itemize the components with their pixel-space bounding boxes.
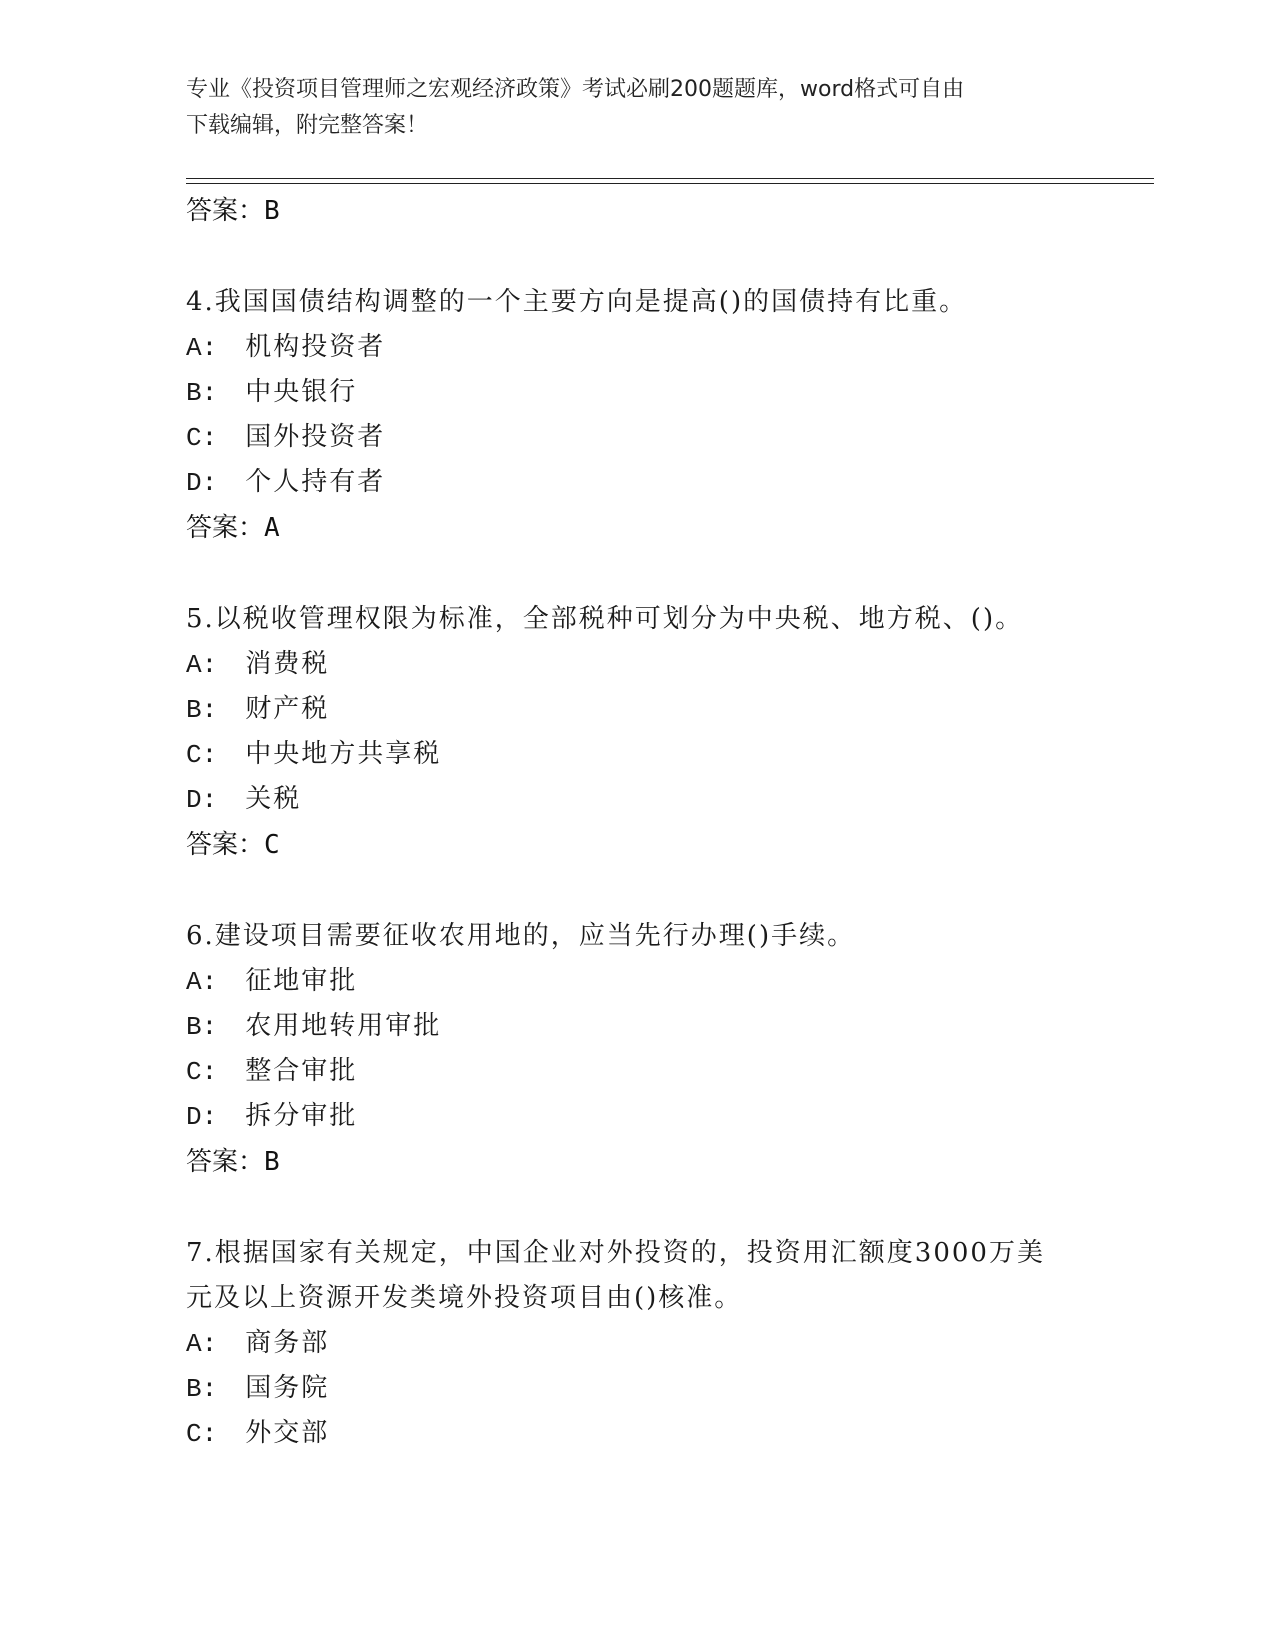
option-letter: D: xyxy=(186,1102,218,1132)
option-d xyxy=(186,460,1086,505)
answer-line xyxy=(186,822,1086,868)
answer-line xyxy=(186,505,1086,551)
answer-label: 答案： xyxy=(186,196,265,226)
answer-line xyxy=(186,188,1086,234)
option-text: 消费税 xyxy=(245,649,330,679)
option-text: 机构投资者 xyxy=(245,332,386,362)
question-text-line-1: 7.根据国家有关规定，中国企业对外投资的，投资用汇额度3000万美 xyxy=(186,1238,1045,1268)
option-text: 征地审批 xyxy=(245,966,358,996)
question-text xyxy=(186,1231,1086,1321)
header-rule-bottom xyxy=(186,183,1154,184)
question-text-line-2: 元及以上资源开发类境外投资项目由()核准。 xyxy=(186,1283,743,1313)
option-text: 拆分审批 xyxy=(245,1101,358,1131)
option-letter: A: xyxy=(186,333,218,363)
header-line-1: 专业《投资项目管理师之宏观经济政策》考试必刷200题题库，word格式可自由 xyxy=(186,77,965,102)
option-letter: A: xyxy=(186,1329,218,1359)
option-text: 关税 xyxy=(245,784,302,814)
option-letter: B: xyxy=(186,1012,218,1042)
option-letter: B: xyxy=(186,378,218,408)
option-text: 财产税 xyxy=(245,694,330,724)
option-text: 国务院 xyxy=(245,1373,330,1403)
option-letter: B: xyxy=(186,695,218,725)
option-letter: D: xyxy=(186,468,218,498)
document-header xyxy=(186,72,1086,144)
option-a xyxy=(186,325,1086,370)
option-letter: B: xyxy=(186,1374,218,1404)
option-d xyxy=(186,1094,1086,1139)
option-text: 个人持有者 xyxy=(245,467,386,497)
option-letter: D: xyxy=(186,785,218,815)
option-text: 中央地方共享税 xyxy=(245,739,442,769)
option-b xyxy=(186,1004,1086,1049)
option-letter: A: xyxy=(186,967,218,997)
option-letter: A: xyxy=(186,650,218,680)
option-a xyxy=(186,1321,1086,1366)
answer-label: 答案： xyxy=(186,830,265,860)
answer-line xyxy=(186,1139,1086,1185)
option-b xyxy=(186,370,1086,415)
option-letter: C: xyxy=(186,1057,218,1087)
answer-label: 答案： xyxy=(186,1147,265,1177)
header-line-2: 下载编辑，附完整答案！ xyxy=(186,113,429,138)
option-text: 农用地转用审批 xyxy=(245,1011,442,1041)
option-c xyxy=(186,415,1086,460)
answer-value: B xyxy=(264,196,280,226)
answer-value: A xyxy=(264,513,280,543)
option-text: 中央银行 xyxy=(245,377,358,407)
option-c xyxy=(186,1049,1086,1094)
option-text: 商务部 xyxy=(245,1328,330,1358)
answer-value: C xyxy=(264,830,280,860)
header-rule-top xyxy=(186,178,1154,179)
answer-value: B xyxy=(264,1147,280,1177)
question-6 xyxy=(186,914,1086,1185)
question-4 xyxy=(186,280,1086,551)
option-a xyxy=(186,959,1086,1004)
option-c xyxy=(186,732,1086,777)
option-letter: C: xyxy=(186,1419,218,1449)
question-text: 6.建设项目需要征收农用地的，应当先行办理()手续。 xyxy=(186,921,856,951)
option-text: 外交部 xyxy=(245,1418,330,1448)
option-text: 整合审批 xyxy=(245,1056,358,1086)
option-text: 国外投资者 xyxy=(245,422,386,452)
question-7 xyxy=(186,1231,1086,1456)
option-c xyxy=(186,1411,1086,1456)
option-letter: C: xyxy=(186,740,218,770)
option-b xyxy=(186,1366,1086,1411)
question-text: 4.我国国债结构调整的一个主要方向是提高()的国债持有比重。 xyxy=(186,287,968,317)
question-text: 5.以税收管理权限为标准，全部税种可划分为中央税、地方税、()。 xyxy=(186,604,1024,634)
option-d xyxy=(186,777,1086,822)
question-5 xyxy=(186,597,1086,868)
question-list xyxy=(186,188,1086,1456)
answer-label: 答案： xyxy=(186,513,265,543)
option-a xyxy=(186,642,1086,687)
option-letter: C: xyxy=(186,423,218,453)
option-b xyxy=(186,687,1086,732)
